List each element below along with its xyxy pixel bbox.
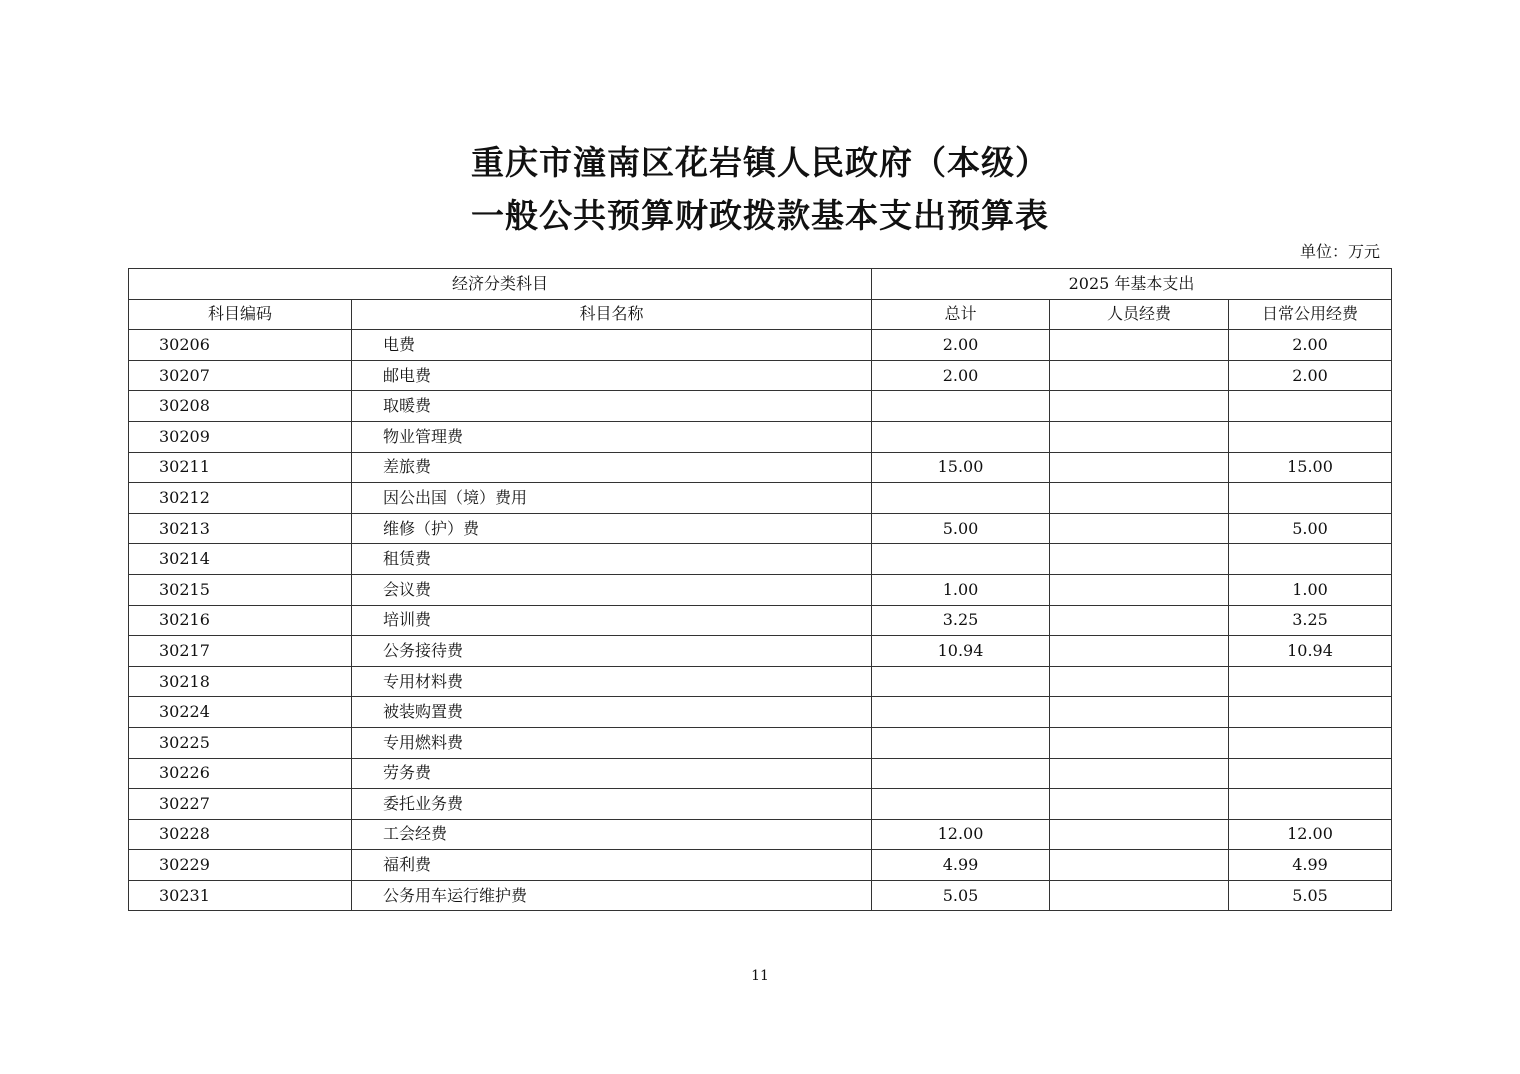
- cell-total: [872, 727, 1050, 758]
- page-number: 11: [751, 968, 769, 984]
- table-row: [129, 483, 1392, 514]
- cell-personnel: [1050, 330, 1229, 361]
- cell-public: 2.00: [1229, 360, 1392, 391]
- cell-public: 3.25: [1229, 605, 1392, 636]
- cell-public: 4.99: [1229, 850, 1392, 881]
- cell-personnel: [1050, 789, 1229, 820]
- table-row: [129, 727, 1392, 758]
- cell-total: 15.00: [872, 452, 1050, 483]
- cell-total: 2.00: [872, 360, 1050, 391]
- cell-personnel: [1050, 880, 1229, 911]
- cell-public: 10.94: [1229, 636, 1392, 667]
- cell-name: 工会经费: [352, 819, 872, 850]
- cell-name: 专用燃料费: [352, 727, 872, 758]
- cell-code: 30207: [129, 360, 352, 391]
- header-public: 日常公用经费: [1229, 299, 1392, 330]
- cell-personnel: [1050, 544, 1229, 575]
- cell-code: 30226: [129, 758, 352, 789]
- cell-code: 30228: [129, 819, 352, 850]
- table-row: [129, 666, 1392, 697]
- cell-name: 因公出国（境）费用: [352, 483, 872, 514]
- cell-code: 30231: [129, 880, 352, 911]
- table-header: [129, 269, 1392, 330]
- cell-personnel: [1050, 391, 1229, 422]
- cell-total: 2.00: [872, 330, 1050, 361]
- table-row: [129, 574, 1392, 605]
- cell-personnel: [1050, 666, 1229, 697]
- table-row: [129, 636, 1392, 667]
- header-code: 科目编码: [129, 299, 352, 330]
- cell-code: 30229: [129, 850, 352, 881]
- cell-public: [1229, 391, 1392, 422]
- cell-public: 15.00: [1229, 452, 1392, 483]
- cell-name: 物业管理费: [352, 421, 872, 452]
- cell-total: [872, 391, 1050, 422]
- cell-name: 劳务费: [352, 758, 872, 789]
- cell-public: 1.00: [1229, 574, 1392, 605]
- cell-code: 30224: [129, 697, 352, 728]
- cell-total: [872, 421, 1050, 452]
- cell-public: 5.05: [1229, 880, 1392, 911]
- document-title-line1: 重庆市潼南区花岩镇人民政府（本级）: [471, 143, 1049, 182]
- cell-name: 专用材料费: [352, 666, 872, 697]
- cell-code: 30217: [129, 636, 352, 667]
- table-row: [129, 697, 1392, 728]
- cell-personnel: [1050, 819, 1229, 850]
- cell-personnel: [1050, 727, 1229, 758]
- cell-personnel: [1050, 850, 1229, 881]
- cell-name: 邮电费: [352, 360, 872, 391]
- table-row: [129, 789, 1392, 820]
- cell-total: 5.05: [872, 880, 1050, 911]
- cell-public: 12.00: [1229, 819, 1392, 850]
- cell-code: 30214: [129, 544, 352, 575]
- cell-name: 福利费: [352, 850, 872, 881]
- cell-public: 5.00: [1229, 513, 1392, 544]
- cell-total: [872, 483, 1050, 514]
- budget-table: [128, 268, 1392, 911]
- cell-personnel: [1050, 452, 1229, 483]
- cell-name: 维修（护）费: [352, 513, 872, 544]
- cell-code: 30216: [129, 605, 352, 636]
- table-row: [129, 360, 1392, 391]
- cell-personnel: [1050, 605, 1229, 636]
- cell-personnel: [1050, 513, 1229, 544]
- header-economic-category: 经济分类科目: [129, 269, 872, 300]
- cell-total: [872, 789, 1050, 820]
- column-header-row: [129, 299, 1392, 330]
- table-row: [129, 758, 1392, 789]
- table-row: [129, 605, 1392, 636]
- cell-name: 公务用车运行维护费: [352, 880, 872, 911]
- header-basic-expenditure: 2025 年基本支出: [872, 269, 1392, 300]
- cell-code: 30212: [129, 483, 352, 514]
- cell-code: 30225: [129, 727, 352, 758]
- cell-total: 12.00: [872, 819, 1050, 850]
- cell-total: 10.94: [872, 636, 1050, 667]
- cell-total: 1.00: [872, 574, 1050, 605]
- group-header-row: [129, 269, 1392, 300]
- cell-code: 30227: [129, 789, 352, 820]
- cell-code: 30209: [129, 421, 352, 452]
- cell-public: [1229, 789, 1392, 820]
- cell-name: 委托业务费: [352, 789, 872, 820]
- table-row: [129, 513, 1392, 544]
- document-title-line2: 一般公共预算财政拨款基本支出预算表: [471, 196, 1049, 235]
- cell-public: [1229, 483, 1392, 514]
- cell-code: 30218: [129, 666, 352, 697]
- cell-personnel: [1050, 574, 1229, 605]
- cell-personnel: [1050, 697, 1229, 728]
- table-row: [129, 391, 1392, 422]
- table-row: [129, 421, 1392, 452]
- cell-public: [1229, 421, 1392, 452]
- cell-public: 2.00: [1229, 330, 1392, 361]
- cell-public: [1229, 697, 1392, 728]
- cell-public: [1229, 758, 1392, 789]
- cell-code: 30213: [129, 513, 352, 544]
- cell-name: 被装购置费: [352, 697, 872, 728]
- cell-name: 差旅费: [352, 452, 872, 483]
- cell-personnel: [1050, 360, 1229, 391]
- table-row: [129, 544, 1392, 575]
- cell-total: 3.25: [872, 605, 1050, 636]
- cell-personnel: [1050, 483, 1229, 514]
- unit-label: 单位：万元: [1299, 242, 1380, 261]
- cell-public: [1229, 544, 1392, 575]
- cell-name: 会议费: [352, 574, 872, 605]
- cell-code: 30206: [129, 330, 352, 361]
- table-row: [129, 850, 1392, 881]
- header-personnel: 人员经费: [1050, 299, 1229, 330]
- cell-total: [872, 666, 1050, 697]
- table-body: [129, 330, 1392, 911]
- cell-total: [872, 758, 1050, 789]
- cell-public: [1229, 666, 1392, 697]
- cell-total: [872, 697, 1050, 728]
- header-name: 科目名称: [352, 299, 872, 330]
- table-row: [129, 452, 1392, 483]
- table-row: [129, 330, 1392, 361]
- cell-total: 5.00: [872, 513, 1050, 544]
- header-total: 总计: [872, 299, 1050, 330]
- cell-total: 4.99: [872, 850, 1050, 881]
- cell-name: 租赁费: [352, 544, 872, 575]
- cell-total: [872, 544, 1050, 575]
- cell-name: 培训费: [352, 605, 872, 636]
- cell-name: 公务接待费: [352, 636, 872, 667]
- cell-name: 电费: [352, 330, 872, 361]
- cell-personnel: [1050, 636, 1229, 667]
- cell-personnel: [1050, 421, 1229, 452]
- cell-personnel: [1050, 758, 1229, 789]
- cell-name: 取暖费: [352, 391, 872, 422]
- cell-code: 30215: [129, 574, 352, 605]
- cell-public: [1229, 727, 1392, 758]
- table-row: [129, 819, 1392, 850]
- table-row: [129, 880, 1392, 911]
- cell-code: 30208: [129, 391, 352, 422]
- cell-code: 30211: [129, 452, 352, 483]
